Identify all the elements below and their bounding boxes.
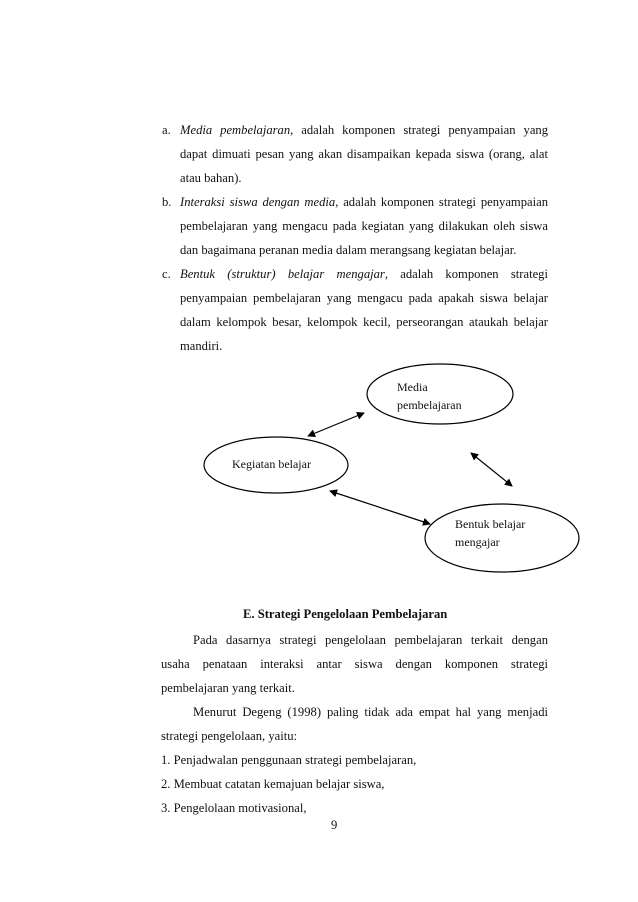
para1-line-3: pembelajaran yang terkait.	[161, 681, 295, 695]
bentuk-label-line-1: Bentuk belajar	[455, 517, 526, 531]
para1-line-1: Pada dasarnya strategi pengelolaan pembelajaran terkait dengan	[193, 633, 548, 647]
numbered-item-3: 3. Pengelolaan motivasional,	[161, 801, 307, 815]
arrow-media-kegiatan	[308, 413, 364, 436]
term-bentuk: Bentuk (struktur) belajar mengajar	[180, 267, 385, 281]
list-marker-a: a.	[162, 123, 171, 137]
list-item-b-line-3: dan bagaimana peranan media dalam merangsang kegiatan belajar.	[180, 243, 517, 257]
section-heading: E. Strategi Pengelolaan Pembelajaran	[243, 607, 448, 621]
list-item-c-line-4: mandiri.	[180, 339, 223, 353]
list-item-a-line-3: atau bahan).	[180, 171, 242, 185]
list-marker-b: b.	[162, 195, 172, 209]
numbered-item-1: 1. Penjadwalan penggunaan strategi pembelajaran,	[161, 753, 417, 767]
numbered-item-2: 2. Membuat catatan kemajuan belajar siswa,	[161, 777, 385, 791]
media-label-line-2: pembelajaran	[397, 398, 462, 412]
media-label-line-1: Media	[397, 380, 428, 394]
media-ellipse	[367, 364, 513, 424]
list-item-a-line-1: Media pembelajaran, adalah komponen strategi penyampaian yang	[180, 123, 549, 137]
page-number: 9	[331, 818, 338, 832]
kegiatan-label: Kegiatan belajar	[232, 457, 311, 471]
list-item-c-line-2: penyampaian pembelajaran yang mengacu pada apakah siswa belajar	[180, 291, 548, 305]
para2-line-2: strategi pengelolaan, yaitu:	[161, 729, 298, 743]
arrow-media-bentuk	[471, 453, 512, 486]
bentuk-ellipse	[425, 504, 579, 572]
list-item-c-line-3: dalam kelompok besar, kelompok kecil, perseorangan ataukah belajar	[180, 315, 548, 329]
bentuk-label-line-2: mengajar	[455, 535, 500, 549]
para2-line-1: Menurut Degeng (1998) paling tidak ada empat hal yang menjadi	[193, 705, 548, 719]
term-media-pembelajaran: Media pembelajaran	[180, 123, 291, 137]
list-marker-c: c.	[162, 267, 171, 281]
list-item-b-line-2: pembelajaran yang mengacu pada kegiatan yang dilakukan oleh siswa	[180, 219, 548, 233]
para1-line-2: usaha penataan interaksi antar siswa dengan komponen strategi	[161, 657, 548, 671]
list-item-b-line-1: Interaksi siswa dengan media, adalah komponen strategi penyampaian	[180, 195, 548, 209]
list-item-a-line-2: dapat dimuati pesan yang akan disampaikan kepada siswa (orang, alat	[180, 147, 548, 161]
arrow-kegiatan-bentuk	[330, 491, 430, 524]
list-item-c-line-1: Bentuk (struktur) belajar mengajar, adalah komponen strategi	[180, 267, 548, 281]
term-interaksi: Interaksi siswa dengan media	[180, 195, 336, 209]
